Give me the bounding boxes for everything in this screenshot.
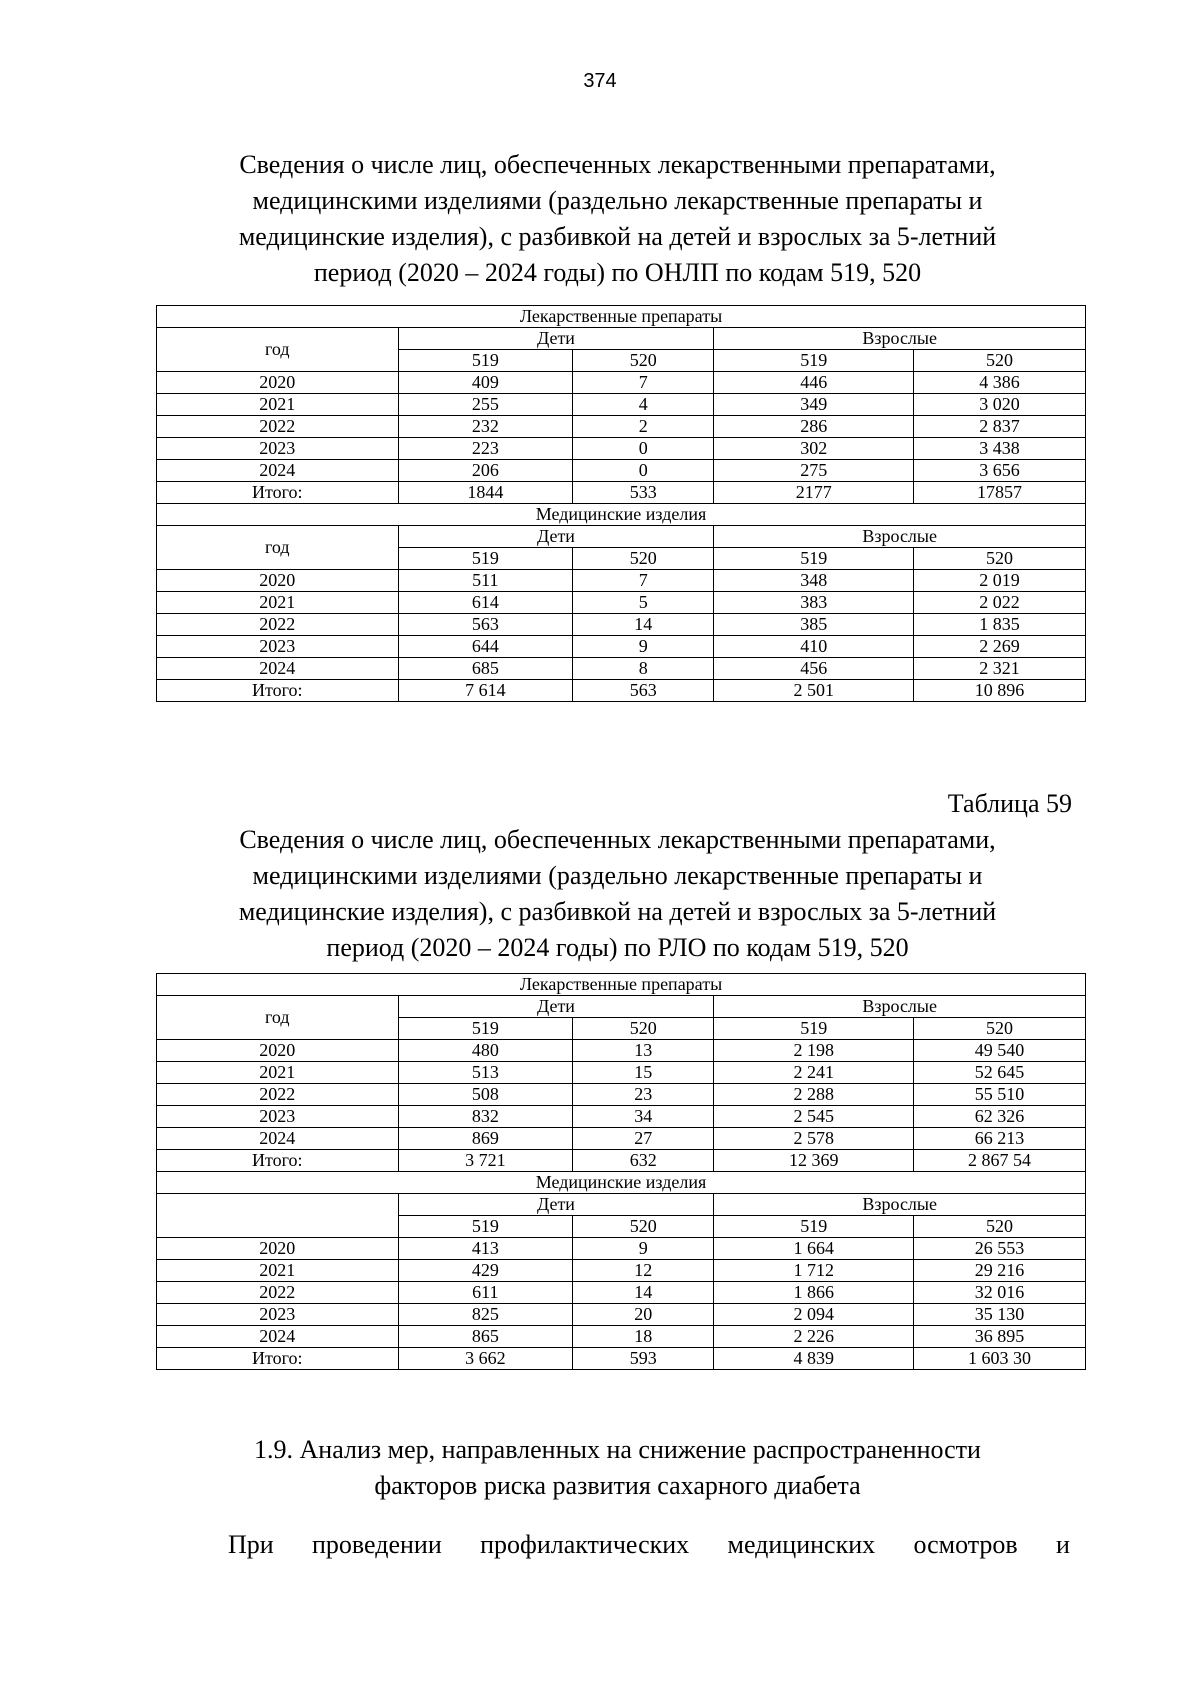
title-line: период (2020 – 2024 годы) по РЛО по кодам 519, 520 bbox=[326, 933, 909, 962]
code-header: 519 bbox=[398, 1216, 573, 1238]
value-cell: 3 020 bbox=[914, 394, 1086, 416]
title-line: медицинские изделия), с разбивкой на детей и взрослых за 5-летний bbox=[238, 897, 997, 926]
value-cell: 206 bbox=[398, 460, 573, 482]
value-cell: 32 016 bbox=[914, 1282, 1086, 1304]
table-row bbox=[157, 570, 1086, 592]
year-header: год bbox=[157, 328, 399, 372]
table-row bbox=[157, 372, 1086, 394]
code-header: 520 bbox=[914, 548, 1086, 570]
rlo-table bbox=[156, 973, 1086, 1370]
year-cell: 2021 bbox=[157, 394, 399, 416]
value-cell: 12 369 bbox=[714, 1150, 914, 1172]
value-cell: 2 837 bbox=[914, 416, 1086, 438]
year-header: год bbox=[157, 996, 399, 1040]
value-cell: 409 bbox=[398, 372, 573, 394]
code-header: 520 bbox=[573, 350, 714, 372]
value-cell: 9 bbox=[573, 636, 714, 658]
value-cell: 410 bbox=[714, 636, 914, 658]
year-cell: 2023 bbox=[157, 438, 399, 460]
value-cell: 2 288 bbox=[714, 1084, 914, 1106]
title-line: Сведения о числе лиц, обеспеченных лекарственными препаратами, bbox=[239, 825, 996, 854]
value-cell: 20 bbox=[573, 1304, 714, 1326]
group-header-row bbox=[157, 1194, 1086, 1216]
group-header-row bbox=[157, 526, 1086, 548]
value-cell: 15 bbox=[573, 1062, 714, 1084]
code-header: 520 bbox=[914, 1018, 1086, 1040]
value-cell: 62 326 bbox=[914, 1106, 1086, 1128]
year-cell: 2024 bbox=[157, 658, 399, 680]
title-line: Сведения о числе лиц, обеспеченных лекарственными препаратами, bbox=[239, 150, 996, 179]
table-row bbox=[157, 1260, 1086, 1282]
value-cell: 2 545 bbox=[714, 1106, 914, 1128]
table-row bbox=[157, 394, 1086, 416]
value-cell: 4 839 bbox=[714, 1348, 914, 1370]
total-row bbox=[157, 482, 1086, 504]
value-cell: 429 bbox=[398, 1260, 573, 1282]
value-cell: 413 bbox=[398, 1238, 573, 1260]
value-cell: 1 866 bbox=[714, 1282, 914, 1304]
value-cell: 644 bbox=[398, 636, 573, 658]
value-cell: 255 bbox=[398, 394, 573, 416]
value-cell: 1 712 bbox=[714, 1260, 914, 1282]
value-cell: 0 bbox=[573, 460, 714, 482]
value-cell: 480 bbox=[398, 1040, 573, 1062]
table-row bbox=[157, 1238, 1086, 1260]
year-cell: 2024 bbox=[157, 460, 399, 482]
code-header: 520 bbox=[914, 350, 1086, 372]
table-row bbox=[157, 592, 1086, 614]
value-cell: 832 bbox=[398, 1106, 573, 1128]
value-cell: 14 bbox=[573, 614, 714, 636]
value-cell: 2 867 54 bbox=[914, 1150, 1086, 1172]
value-cell: 2 226 bbox=[714, 1326, 914, 1348]
value-cell: 1 664 bbox=[714, 1238, 914, 1260]
year-cell: 2020 bbox=[157, 1040, 399, 1062]
heading-line: 1.9. Анализ мер, направленных на снижение распространенности bbox=[254, 1435, 981, 1464]
adults-header: Взрослые bbox=[714, 996, 1086, 1018]
value-cell: 49 540 bbox=[914, 1040, 1086, 1062]
body-word: При bbox=[228, 1530, 274, 1559]
code-header: 520 bbox=[573, 1216, 714, 1238]
group-header-row bbox=[157, 328, 1086, 350]
value-cell: 3 656 bbox=[914, 460, 1086, 482]
value-cell: 0 bbox=[573, 438, 714, 460]
value-cell: 456 bbox=[714, 658, 914, 680]
value-cell: 593 bbox=[573, 1348, 714, 1370]
section-title: Медицинские изделия bbox=[157, 1172, 1086, 1194]
table-title-onlp bbox=[150, 147, 1085, 291]
year-cell: 2020 bbox=[157, 372, 399, 394]
code-header: 520 bbox=[573, 1018, 714, 1040]
table-row bbox=[157, 1040, 1086, 1062]
group-header-row bbox=[157, 996, 1086, 1018]
value-cell: 232 bbox=[398, 416, 573, 438]
year-cell: 2021 bbox=[157, 1260, 399, 1282]
value-cell: 385 bbox=[714, 614, 914, 636]
value-cell: 4 386 bbox=[914, 372, 1086, 394]
value-cell: 35 130 bbox=[914, 1304, 1086, 1326]
value-cell: 55 510 bbox=[914, 1084, 1086, 1106]
table-row bbox=[157, 416, 1086, 438]
value-cell: 34 bbox=[573, 1106, 714, 1128]
value-cell: 23 bbox=[573, 1084, 714, 1106]
value-cell: 302 bbox=[714, 438, 914, 460]
value-cell: 3 438 bbox=[914, 438, 1086, 460]
code-header: 519 bbox=[714, 1216, 914, 1238]
year-cell: Итого: bbox=[157, 482, 399, 504]
value-cell: 3 662 bbox=[398, 1348, 573, 1370]
year-cell: Итого: bbox=[157, 1150, 399, 1172]
value-cell: 2 241 bbox=[714, 1062, 914, 1084]
children-header: Дети bbox=[398, 526, 714, 548]
value-cell: 632 bbox=[573, 1150, 714, 1172]
code-header: 519 bbox=[714, 548, 914, 570]
value-cell: 26 553 bbox=[914, 1238, 1086, 1260]
value-cell: 2 bbox=[573, 416, 714, 438]
code-header: 519 bbox=[714, 1018, 914, 1040]
value-cell: 27 bbox=[573, 1128, 714, 1150]
total-row bbox=[157, 680, 1086, 702]
code-header: 519 bbox=[714, 350, 914, 372]
value-cell: 275 bbox=[714, 460, 914, 482]
table-row bbox=[157, 614, 1086, 636]
value-cell: 3 721 bbox=[398, 1150, 573, 1172]
year-cell: 2021 bbox=[157, 1062, 399, 1084]
value-cell: 2 501 bbox=[714, 680, 914, 702]
title-line: медицинские изделия), с разбивкой на детей и взрослых за 5-летний bbox=[238, 222, 997, 251]
value-cell: 8 bbox=[573, 658, 714, 680]
value-cell: 1 603 30 bbox=[914, 1348, 1086, 1370]
value-cell: 18 bbox=[573, 1326, 714, 1348]
value-cell: 66 213 bbox=[914, 1128, 1086, 1150]
year-cell: 2022 bbox=[157, 416, 399, 438]
children-header: Дети bbox=[398, 996, 714, 1018]
value-cell: 513 bbox=[398, 1062, 573, 1084]
value-cell: 7 bbox=[573, 372, 714, 394]
value-cell: 383 bbox=[714, 592, 914, 614]
value-cell: 2 019 bbox=[914, 570, 1086, 592]
value-cell: 29 216 bbox=[914, 1260, 1086, 1282]
year-cell: 2020 bbox=[157, 1238, 399, 1260]
year-cell: Итого: bbox=[157, 680, 399, 702]
code-header: 520 bbox=[914, 1216, 1086, 1238]
code-header: 520 bbox=[573, 548, 714, 570]
year-cell: 2024 bbox=[157, 1128, 399, 1150]
year-cell: 2023 bbox=[157, 1304, 399, 1326]
value-cell: 13 bbox=[573, 1040, 714, 1062]
value-cell: 10 896 bbox=[914, 680, 1086, 702]
value-cell: 533 bbox=[573, 482, 714, 504]
year-cell: 2021 bbox=[157, 592, 399, 614]
value-cell: 865 bbox=[398, 1326, 573, 1348]
value-cell: 2 321 bbox=[914, 658, 1086, 680]
body-word: профилактических bbox=[480, 1530, 690, 1559]
value-cell: 1844 bbox=[398, 482, 573, 504]
table-row bbox=[157, 1326, 1086, 1348]
section-title: Медицинские изделия bbox=[157, 504, 1086, 526]
value-cell: 2 022 bbox=[914, 592, 1086, 614]
year-cell: 2022 bbox=[157, 1084, 399, 1106]
section-row bbox=[157, 504, 1086, 526]
section-row bbox=[157, 306, 1086, 328]
section-row bbox=[157, 974, 1086, 996]
value-cell: 7 bbox=[573, 570, 714, 592]
total-row bbox=[157, 1348, 1086, 1370]
year-cell: 2023 bbox=[157, 1106, 399, 1128]
value-cell: 2 094 bbox=[714, 1304, 914, 1326]
table-title-rlo bbox=[150, 822, 1085, 966]
value-cell: 17857 bbox=[914, 482, 1086, 504]
table-row bbox=[157, 1106, 1086, 1128]
year-header bbox=[157, 1194, 399, 1238]
table-row bbox=[157, 1062, 1086, 1084]
year-header: год bbox=[157, 526, 399, 570]
section-heading bbox=[150, 1432, 1085, 1504]
value-cell: 349 bbox=[714, 394, 914, 416]
table-row bbox=[157, 658, 1086, 680]
year-cell: 2020 bbox=[157, 570, 399, 592]
body-paragraph bbox=[228, 1527, 1070, 1563]
value-cell: 9 bbox=[573, 1238, 714, 1260]
children-header: Дети bbox=[398, 328, 714, 350]
value-cell: 611 bbox=[398, 1282, 573, 1304]
value-cell: 2177 bbox=[714, 482, 914, 504]
adults-header: Взрослые bbox=[714, 328, 1086, 350]
section-row bbox=[157, 1172, 1086, 1194]
value-cell: 563 bbox=[398, 614, 573, 636]
section-title: Лекарственные препараты bbox=[157, 974, 1086, 996]
onlp-table bbox=[156, 305, 1086, 702]
value-cell: 52 645 bbox=[914, 1062, 1086, 1084]
adults-header: Взрослые bbox=[714, 1194, 1086, 1216]
total-row bbox=[157, 1150, 1086, 1172]
title-line: медицинскими изделиями (раздельно лекарственные препараты и bbox=[252, 186, 983, 215]
table-number-label: Таблица 59 bbox=[947, 789, 1072, 818]
year-cell: 2024 bbox=[157, 1326, 399, 1348]
code-header: 519 bbox=[398, 548, 573, 570]
year-cell: 2022 bbox=[157, 1282, 399, 1304]
code-header: 519 bbox=[398, 350, 573, 372]
section-title: Лекарственные препараты bbox=[157, 306, 1086, 328]
table-row bbox=[157, 460, 1086, 482]
table-row bbox=[157, 1304, 1086, 1326]
year-cell: Итого: bbox=[157, 1348, 399, 1370]
value-cell: 14 bbox=[573, 1282, 714, 1304]
value-cell: 1 835 bbox=[914, 614, 1086, 636]
title-line: медицинскими изделиями (раздельно лекарственные препараты и bbox=[252, 861, 983, 890]
body-word: осмотров bbox=[913, 1530, 1018, 1559]
value-cell: 511 bbox=[398, 570, 573, 592]
value-cell: 825 bbox=[398, 1304, 573, 1326]
code-header: 519 bbox=[398, 1018, 573, 1040]
year-cell: 2022 bbox=[157, 614, 399, 636]
body-word: медицинских bbox=[727, 1530, 876, 1559]
table-row bbox=[157, 1128, 1086, 1150]
value-cell: 4 bbox=[573, 394, 714, 416]
adults-header: Взрослые bbox=[714, 526, 1086, 548]
value-cell: 7 614 bbox=[398, 680, 573, 702]
value-cell: 614 bbox=[398, 592, 573, 614]
value-cell: 446 bbox=[714, 372, 914, 394]
page-number: 374 bbox=[583, 70, 617, 92]
value-cell: 286 bbox=[714, 416, 914, 438]
heading-line: факторов риска развития сахарного диабета bbox=[374, 1471, 861, 1500]
value-cell: 36 895 bbox=[914, 1326, 1086, 1348]
value-cell: 2 269 bbox=[914, 636, 1086, 658]
value-cell: 12 bbox=[573, 1260, 714, 1282]
children-header: Дети bbox=[398, 1194, 714, 1216]
value-cell: 508 bbox=[398, 1084, 573, 1106]
year-cell: 2023 bbox=[157, 636, 399, 658]
value-cell: 869 bbox=[398, 1128, 573, 1150]
table-row bbox=[157, 636, 1086, 658]
value-cell: 563 bbox=[573, 680, 714, 702]
value-cell: 223 bbox=[398, 438, 573, 460]
title-line: период (2020 – 2024 годы) по ОНЛП по кодам 519, 520 bbox=[313, 258, 922, 287]
body-word: проведении bbox=[312, 1530, 442, 1559]
value-cell: 2 578 bbox=[714, 1128, 914, 1150]
value-cell: 685 bbox=[398, 658, 573, 680]
table-row bbox=[157, 438, 1086, 460]
value-cell: 5 bbox=[573, 592, 714, 614]
value-cell: 2 198 bbox=[714, 1040, 914, 1062]
table-row bbox=[157, 1084, 1086, 1106]
value-cell: 348 bbox=[714, 570, 914, 592]
body-word: и bbox=[1056, 1530, 1070, 1559]
table-row bbox=[157, 1282, 1086, 1304]
